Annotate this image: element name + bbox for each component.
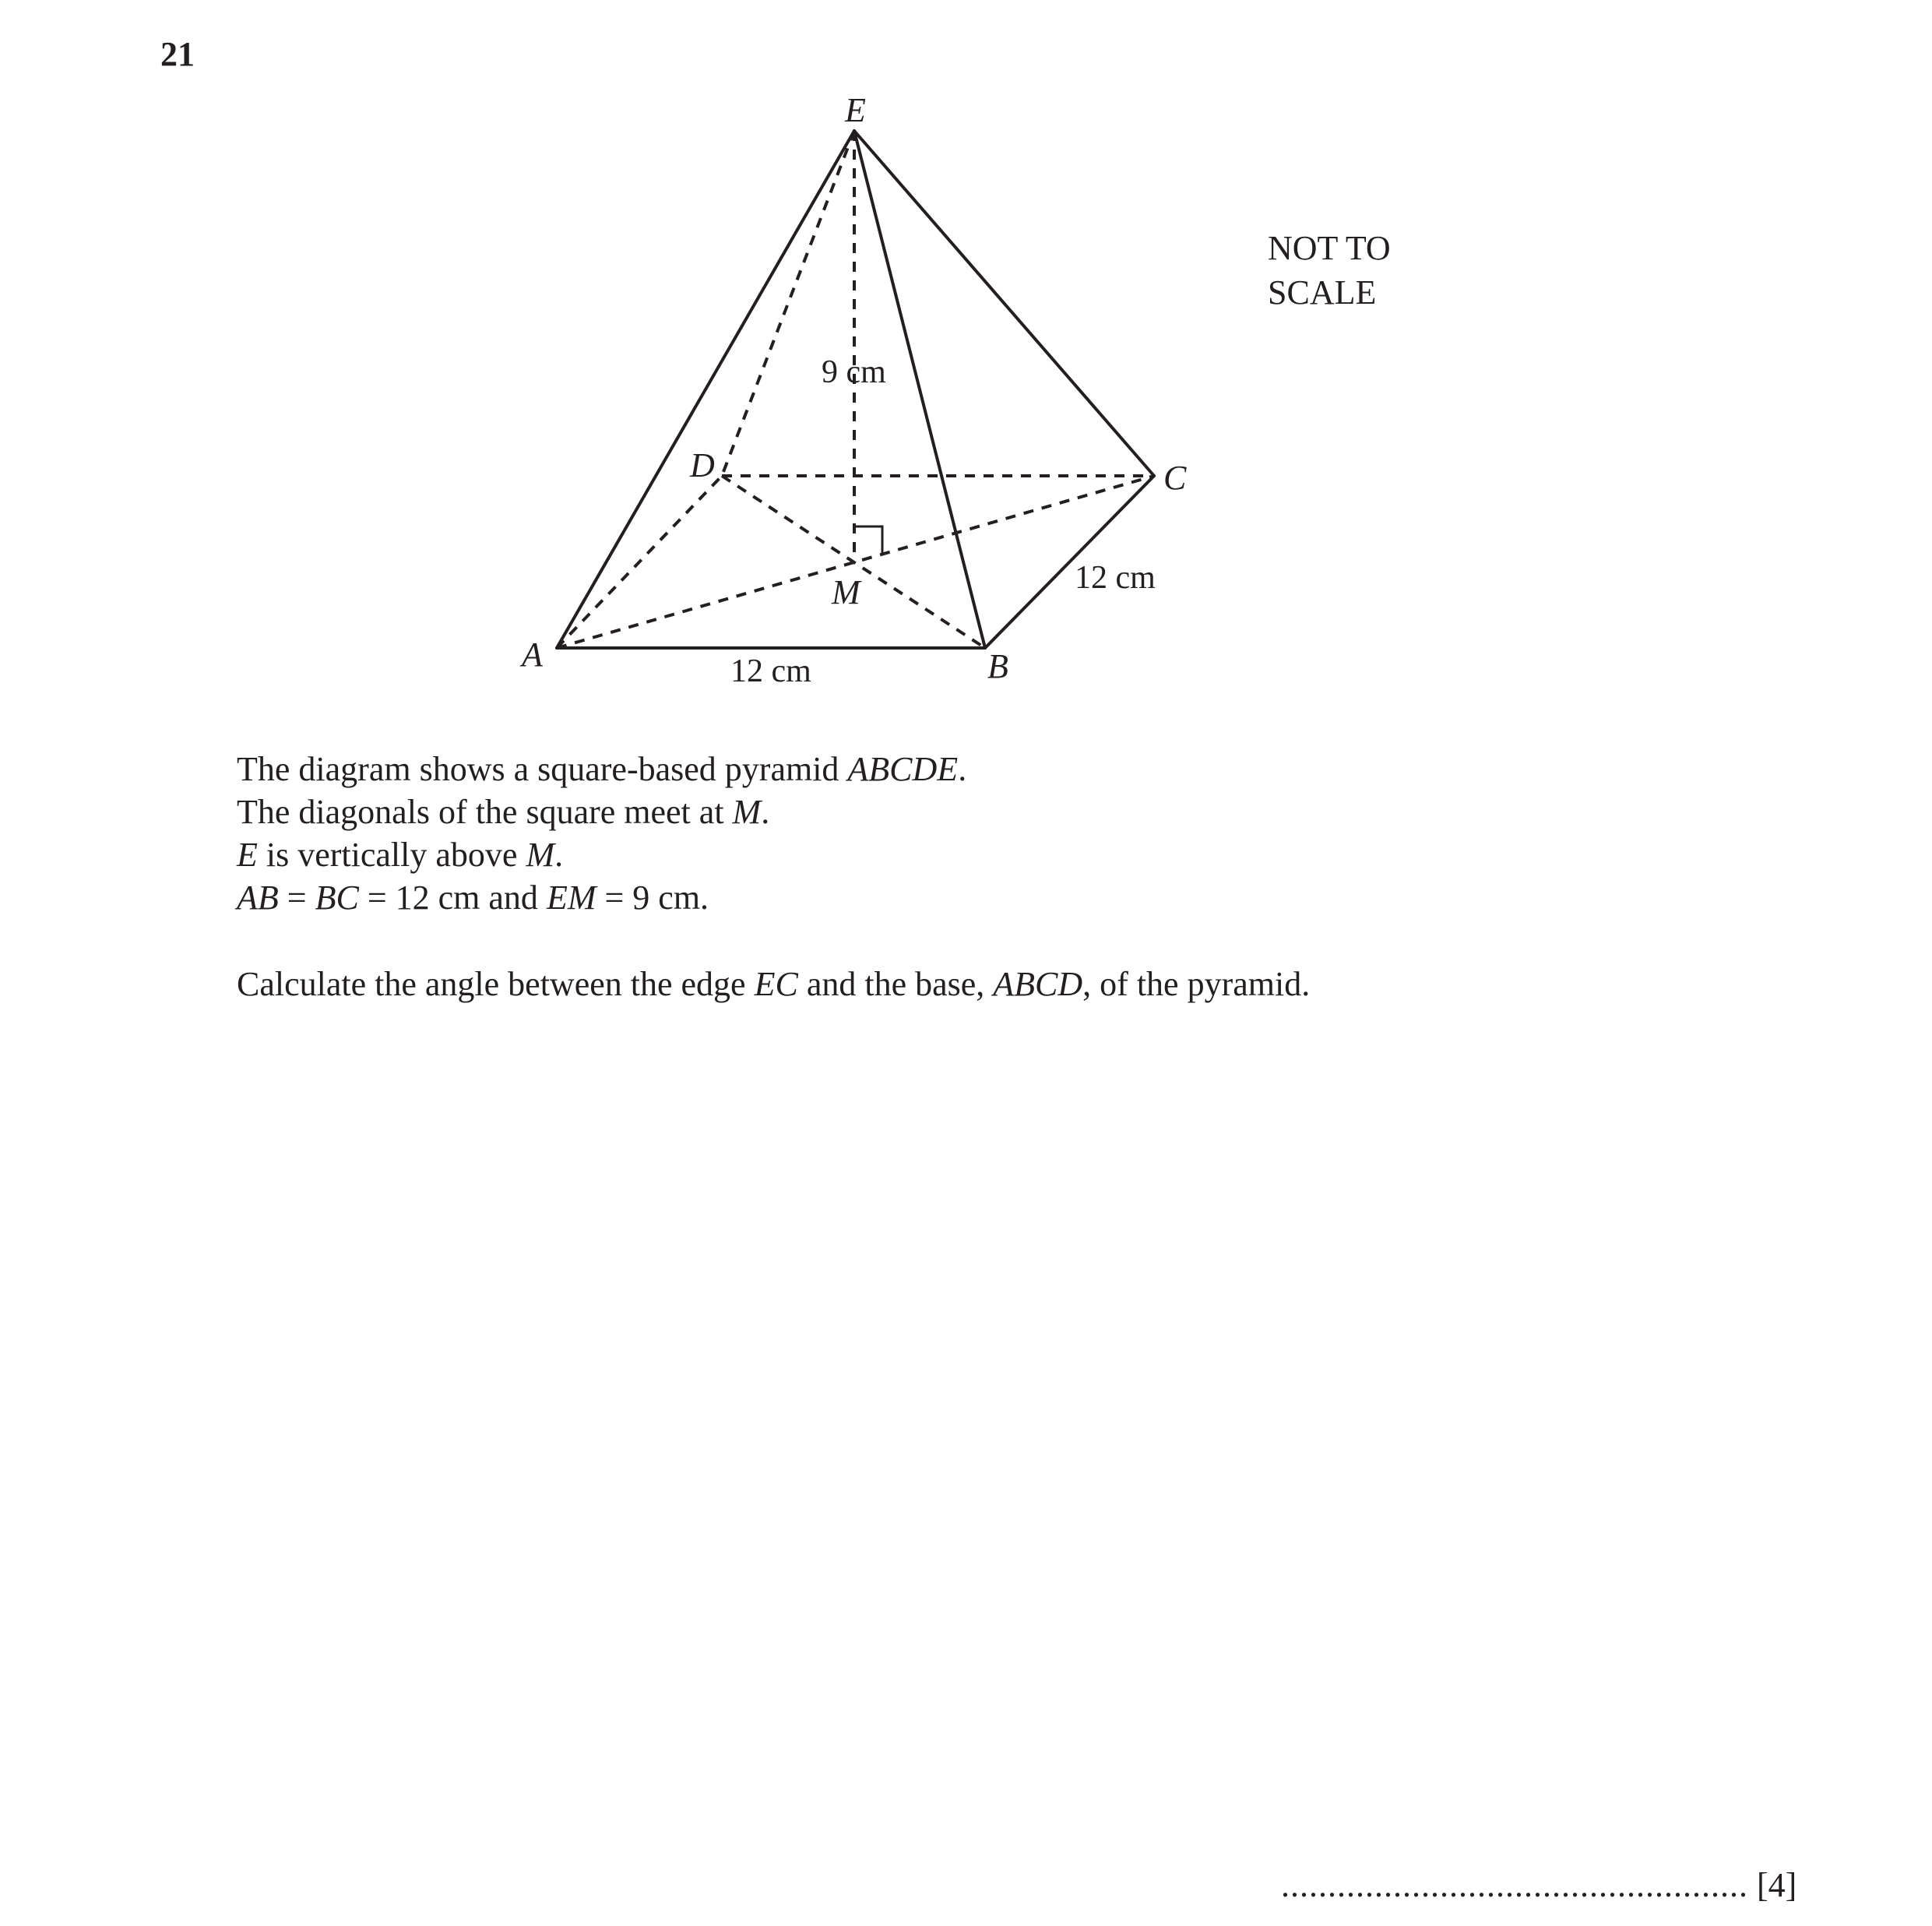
- edge-ea: [557, 131, 854, 648]
- vertex-label-b: B: [987, 647, 1008, 685]
- question-task: Calculate the angle between the edge EC and the base, ABCD, of the pyramid.: [237, 965, 1311, 1003]
- question-line-2: The diagonals of the square meet at M.: [237, 793, 770, 831]
- right-angle-marker: [856, 526, 882, 555]
- side-bc-label: 12 cm: [1075, 560, 1156, 596]
- vertex-label-e: E: [845, 91, 866, 129]
- question-line-4: AB = BC = 12 cm and EM = 9 cm.: [237, 878, 709, 917]
- height-label: 9 cm: [822, 354, 886, 390]
- question-line-3: E is vertically above M.: [237, 836, 564, 874]
- vertex-label-a: A: [522, 636, 543, 674]
- question-number: 21: [160, 35, 195, 73]
- edge-ed-hidden: [722, 131, 854, 476]
- answer-line: [1281, 1865, 1797, 1905]
- vertex-label-d: D: [690, 446, 715, 484]
- not-to-scale-line2: SCALE: [1268, 273, 1377, 312]
- pyramid-diagram: [0, 0, 1932, 740]
- vertex-label-c: C: [1163, 459, 1187, 497]
- not-to-scale-line1: NOT TO: [1268, 229, 1391, 267]
- question-line-1: The diagram shows a square-based pyramid ABCDE.: [237, 750, 967, 788]
- diagonal-db: [722, 476, 985, 648]
- answer-dots: ..................................................: [1281, 1866, 1748, 1904]
- vertex-label-m: M: [832, 573, 860, 611]
- marks-label: [4]: [1757, 1866, 1797, 1904]
- side-ab-label: 12 cm: [730, 653, 811, 689]
- not-to-scale-note: [1268, 226, 1391, 315]
- question-text: [237, 748, 1310, 1005]
